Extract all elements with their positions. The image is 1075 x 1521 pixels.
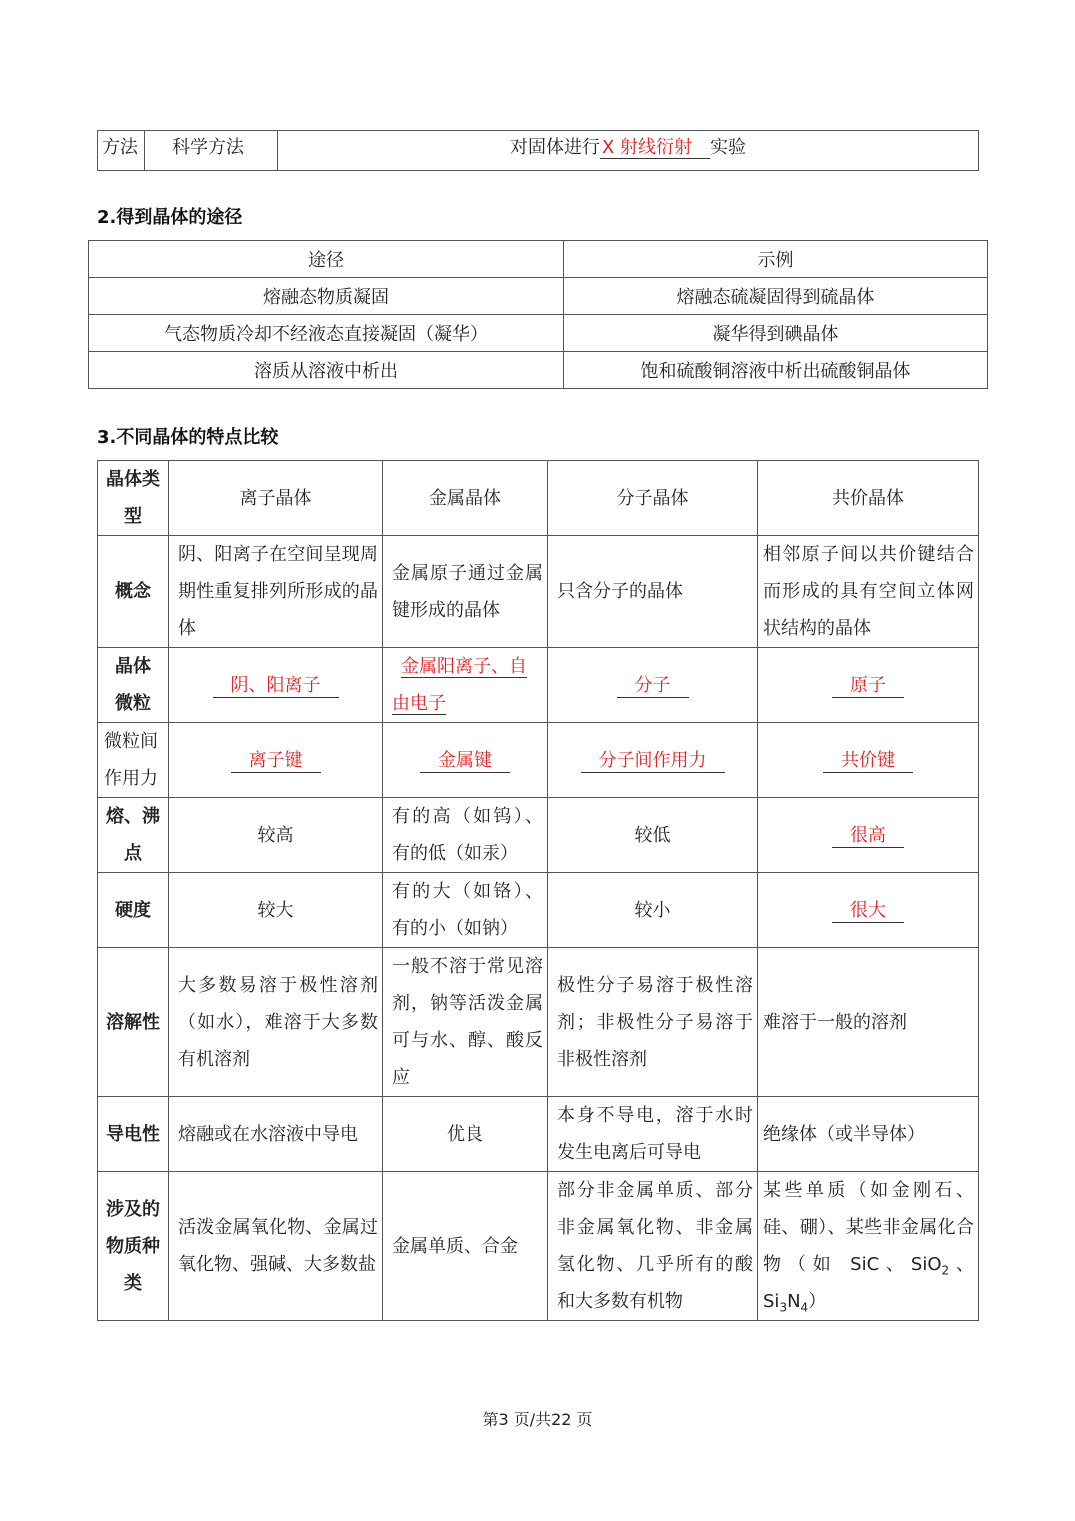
- crystal-ways-table: [88, 240, 988, 389]
- method-text-before: 对固体进行: [509, 137, 600, 158]
- example-cell: 饱和硫酸铜溶液中析出硫酸铜晶体: [564, 352, 988, 389]
- table-row-conductivity: [98, 1097, 979, 1172]
- table-row-concept: [98, 536, 979, 648]
- forces-covalent: [758, 723, 979, 798]
- particles-ionic-answer: 阴、阳离子: [213, 675, 339, 698]
- header-molecular: 分子晶体: [548, 461, 758, 536]
- substances-covalent-text-d: ）: [808, 1291, 827, 1312]
- particles-molecular-answer: 分子: [617, 675, 689, 698]
- particles-ionic: [169, 648, 383, 723]
- forces-molecular-answer: 分子间作用力: [581, 750, 725, 773]
- substances-covalent-text-a: 某些单质（如金刚石、硅、硼）、某些非金属化合物（如 SiC、SiO: [763, 1180, 974, 1275]
- table-row: [89, 315, 988, 352]
- method-text-after: 实验: [710, 137, 747, 158]
- row-label-substances: 涉及的物质种类: [98, 1172, 169, 1321]
- forces-covalent-answer: 共价键: [823, 750, 913, 773]
- conductivity-covalent: 绝缘体（或半导体）: [758, 1097, 979, 1172]
- melting-molecular: 较低: [548, 798, 758, 873]
- substances-metallic: 金属单质、合金: [383, 1172, 548, 1321]
- hardness-covalent: [758, 873, 979, 948]
- substances-ionic: 活泼金属氧化物、金属过氧化物、强碱、大多数盐: [169, 1172, 383, 1321]
- example-cell: 凝华得到碘晶体: [564, 315, 988, 352]
- conductivity-ionic: 熔融或在水溶液中导电: [169, 1097, 383, 1172]
- table-row-melting: [98, 798, 979, 873]
- method-label: 方法: [98, 131, 145, 171]
- header-metallic: 金属晶体: [383, 461, 548, 536]
- hardness-covalent-answer: 很大: [832, 900, 904, 923]
- section3-heading: 3.不同晶体的特点比较: [97, 427, 279, 448]
- row-label-forces: 微粒间作用力: [98, 723, 169, 798]
- header-way: 途径: [89, 241, 564, 278]
- substances-molecular: 部分非金属单质、部分非金属氧化物、非金属氢化物、几乎所有的酸和大多数有机物: [548, 1172, 758, 1321]
- table-row-hardness: [98, 873, 979, 948]
- solubility-covalent: 难溶于一般的溶剂: [758, 948, 979, 1097]
- row-label-concept: 概念: [98, 536, 169, 648]
- concept-covalent: 相邻原子间以共价键结合而形成的具有空间立体网状结构的晶体: [758, 536, 979, 648]
- subscript-2: 2: [941, 1263, 950, 1278]
- forces-molecular: [548, 723, 758, 798]
- melting-covalent: [758, 798, 979, 873]
- forces-metallic: [383, 723, 548, 798]
- header-corner: 晶体类型: [98, 461, 169, 536]
- subscript-4: 4: [800, 1300, 809, 1315]
- method-content: [278, 131, 979, 171]
- melting-ionic: 较高: [169, 798, 383, 873]
- table-row-particles: [98, 648, 979, 723]
- example-cell: 熔融态硫凝固得到硫晶体: [564, 278, 988, 315]
- melting-covalent-answer: 很高: [832, 825, 904, 848]
- header-ionic: 离子晶体: [169, 461, 383, 536]
- method-fill-answer: X 射线衍射: [600, 137, 710, 159]
- forces-metallic-answer: 金属键: [420, 750, 510, 773]
- substances-covalent-text-b: 、Si: [763, 1254, 975, 1312]
- method-row: [98, 131, 979, 171]
- solubility-molecular: 极性分子易溶于极性溶剂；非极性分子易溶于非极性溶剂: [548, 948, 758, 1097]
- concept-metallic: 金属原子通过金属键形成的晶体: [383, 536, 548, 648]
- page-footer: 第3 页/共22 页: [482, 1410, 593, 1429]
- substances-covalent-text-c: N: [787, 1291, 801, 1312]
- conductivity-molecular: 本身不导电，溶于水时发生电离后可导电: [548, 1097, 758, 1172]
- table-row-solubility: [98, 948, 979, 1097]
- solubility-metallic: 一般不溶于常见溶剂，钠等活泼金属可与水、醇、酸反应: [383, 948, 548, 1097]
- hardness-molecular: 较小: [548, 873, 758, 948]
- particles-molecular: [548, 648, 758, 723]
- method-table: [97, 130, 979, 171]
- way-cell: 气态物质冷却不经液态直接凝固（凝华）: [89, 315, 564, 352]
- table-row-substances: [98, 1172, 979, 1321]
- forces-ionic: [169, 723, 383, 798]
- forces-ionic-answer: 离子键: [231, 750, 321, 773]
- hardness-ionic: 较大: [169, 873, 383, 948]
- concept-ionic: 阴、阳离子在空间呈现周期性重复排列所形成的晶体: [169, 536, 383, 648]
- particles-covalent-answer: 原子: [832, 675, 904, 698]
- particles-metallic-answer: 金属阳离子、自由电子: [392, 656, 527, 714]
- table-row: [89, 352, 988, 389]
- way-cell: 溶质从溶液中析出: [89, 352, 564, 389]
- row-label-particles: 晶体微粒: [98, 648, 169, 723]
- table-row: [89, 278, 988, 315]
- row-label-melting: 熔、沸点: [98, 798, 169, 873]
- row-label-hardness: 硬度: [98, 873, 169, 948]
- section2-heading: 2.得到晶体的途径: [97, 207, 243, 228]
- table-header-row: [98, 461, 979, 536]
- solubility-ionic: 大多数易溶于极性溶剂（如水），难溶于大多数有机溶剂: [169, 948, 383, 1097]
- particles-metallic: [383, 648, 548, 723]
- table-header-row: [89, 241, 988, 278]
- conductivity-metallic: 优良: [383, 1097, 548, 1172]
- particles-covalent: [758, 648, 979, 723]
- subscript-3: 3: [779, 1300, 788, 1315]
- header-covalent: 共价晶体: [758, 461, 979, 536]
- hardness-metallic: 有的大（如铬）、有的小（如钠）: [383, 873, 548, 948]
- row-label-conductivity: 导电性: [98, 1097, 169, 1172]
- substances-covalent: [758, 1172, 979, 1321]
- header-example: 示例: [564, 241, 988, 278]
- way-cell: 熔融态物质凝固: [89, 278, 564, 315]
- concept-molecular: 只含分子的晶体: [548, 536, 758, 648]
- melting-metallic: 有的高（如钨）、有的低（如汞）: [383, 798, 548, 873]
- row-label-solubility: 溶解性: [98, 948, 169, 1097]
- crystal-comparison-table: [97, 460, 979, 1321]
- method-sublabel: 科学方法: [145, 131, 278, 171]
- table-row-forces: [98, 723, 979, 798]
